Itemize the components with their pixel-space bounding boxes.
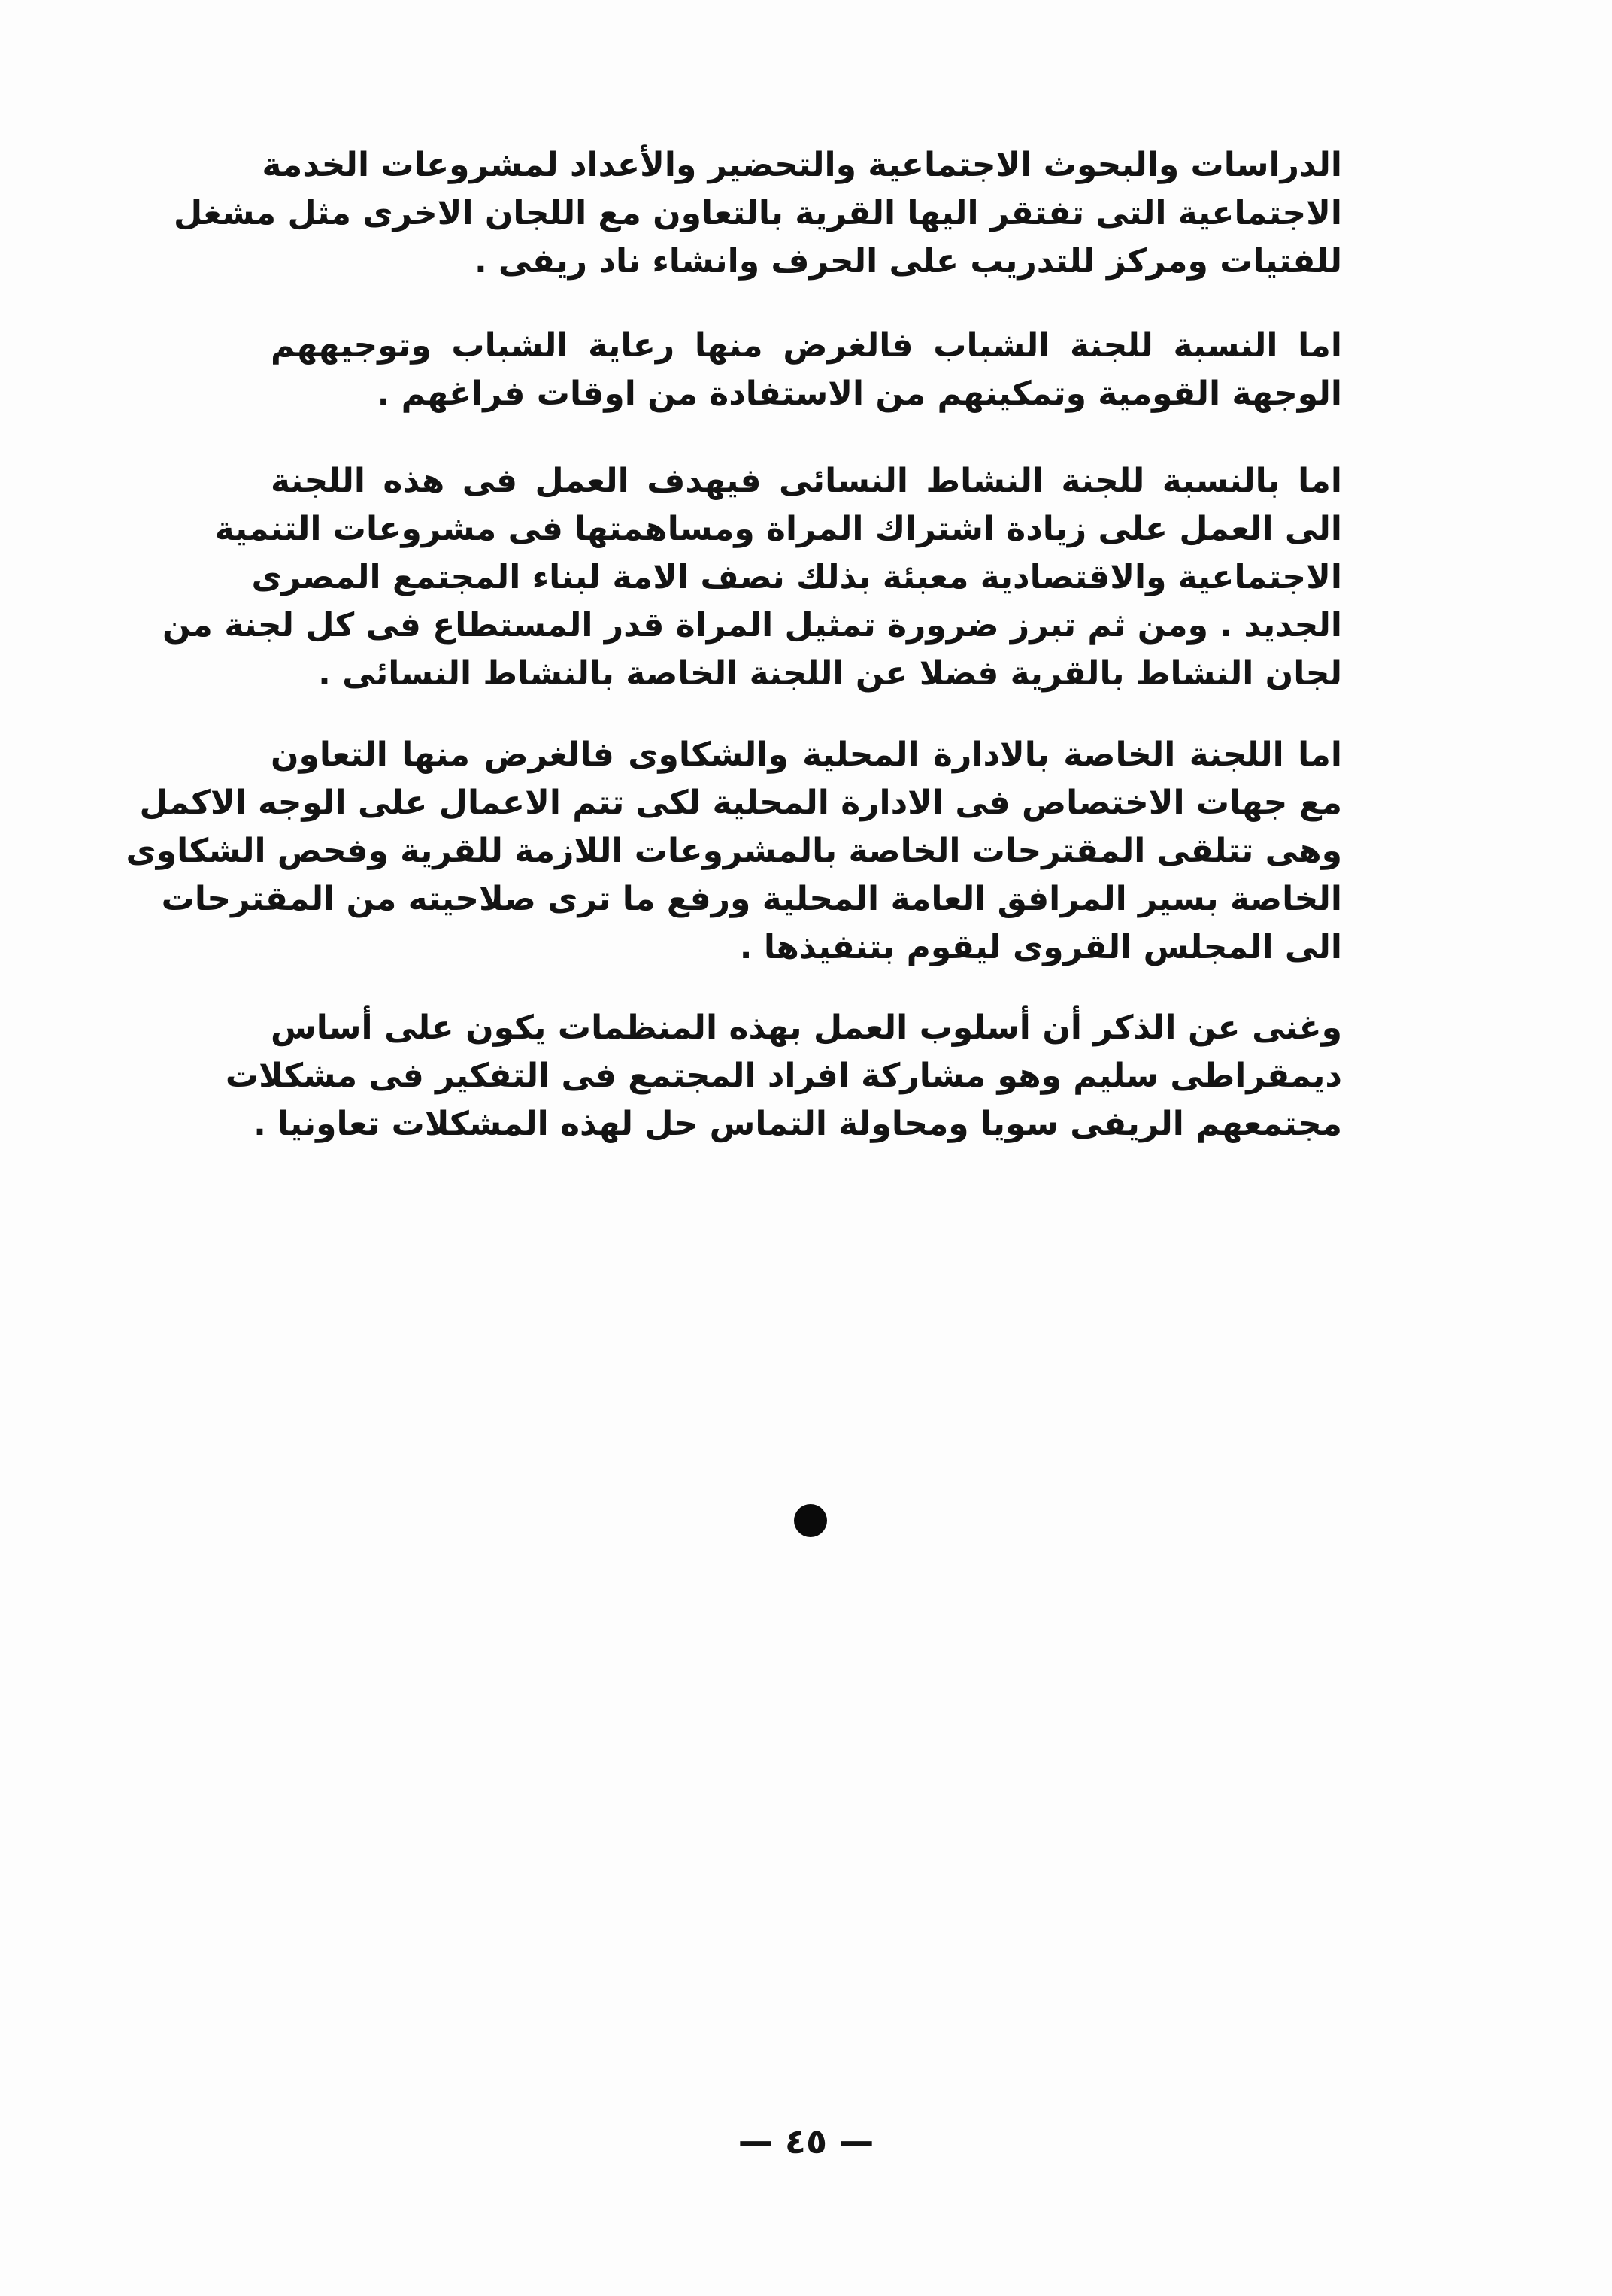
- paragraph-line: الدراسات والبحوث الاجتماعية والتحضير والأعداد لمشروعات الخدمة: [262, 146, 1342, 184]
- paragraph-line: اما النسبة للجنة الشباب فالغرض منها رعاية الشباب وتوجيههم: [271, 326, 1342, 365]
- ink-dot-mark: [794, 1504, 827, 1537]
- paragraph-line: الاجتماعية والاقتصادية معبئة بذلك نصف الامة لبناء المجتمع المصرى: [251, 558, 1342, 596]
- paragraph-line: مع جهات الاختصاص فى الادارة المحلية لكى تتم الاعمال على الوجه الاكمل: [139, 784, 1342, 822]
- paragraph-line: الجديد . ومن ثم تبرز ضرورة تمثيل المراة قدر المستطاع فى كل لجنة من: [162, 606, 1342, 645]
- paragraph-line: وهى تتلقى المقترحات الخاصة بالمشروعات اللازمة للقرية وفحص الشكاوى: [126, 832, 1342, 870]
- paragraph-line: الاجتماعية التى تفتقر اليها القرية بالتعاون مع اللجان الاخرى مثل مشغل: [174, 194, 1342, 232]
- paragraph-line: اما بالنسبة للجنة النشاط النسائى فيهدف العمل فى هذه اللجنة: [271, 462, 1342, 500]
- paragraph-line: للفتيات ومركز للتدريب على الحرف وانشاء ناد ريفى .: [474, 242, 1342, 281]
- paragraph-2: [271, 322, 1342, 418]
- paragraph-line: لجان النشاط بالقرية فضلا عن اللجنة الخاصة بالنشاط النسائى .: [318, 654, 1342, 693]
- page-number: — ٤٥ —: [738, 2121, 874, 2161]
- paragraph-line: الخاصة بسير المرافق العامة المحلية ورفع ما ترى صلاحيته من المقترحات: [161, 880, 1342, 918]
- paragraph-5: [225, 1004, 1342, 1148]
- paragraph-line: الى المجلس القروى ليقوم بتنفيذها .: [739, 928, 1342, 966]
- paragraph-line: الى العمل على زيادة اشتراك المراة ومساهمتها فى مشروعات التنمية: [214, 510, 1342, 548]
- paragraph-line: وغنى عن الذكر أن أسلوب العمل بهذه المنظمات يكون على أساس: [271, 1008, 1342, 1047]
- paragraph-4: [126, 731, 1342, 972]
- paragraph-1: [174, 141, 1342, 286]
- paragraph-line: مجتمعهم الريفى سويا ومحاولة التماس حل لهذه المشكلات تعاونيا .: [253, 1105, 1342, 1143]
- paragraph-3: [162, 457, 1342, 698]
- paragraph-line: الوجهة القومية وتمكينهم من الاستفادة من اوقات فراغهم .: [377, 375, 1342, 413]
- paragraph-line: اما اللجنة الخاصة بالادارة المحلية والشكاوى فالغرض منها التعاون: [271, 736, 1342, 774]
- paragraph-line: ديمقراطى سليم وهو مشاركة افراد المجتمع فى التفكير فى مشكلات: [225, 1057, 1342, 1095]
